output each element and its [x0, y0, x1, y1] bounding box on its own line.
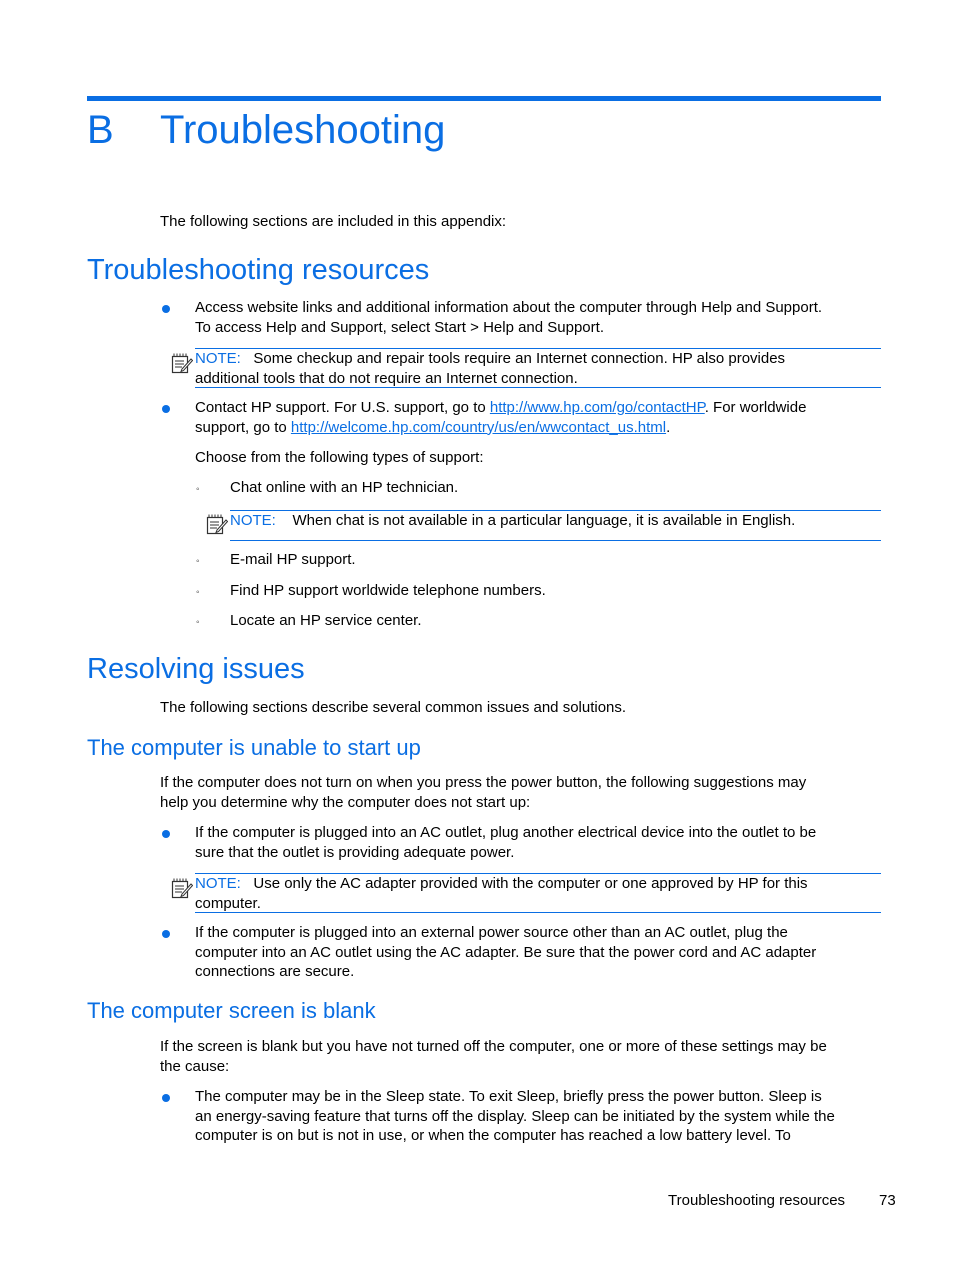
blank-bullet-1: The computer may be in the Sleep state. To exit Sleep, briefly press the power button. Sleep is an energy-saving feature that turns off the display. Sleep can be initiated by the system while the computer is on but is not in use, or when the computer has reached a low battery level. To [195, 1088, 835, 1144]
sub-item-phone: Find HP support worldwide telephone numbers. [230, 582, 546, 599]
sub-item-service-center: Locate an HP service center. [230, 612, 422, 629]
choose-support-text: Choose from the following types of support: [195, 449, 484, 466]
note-box-1: NOTE: Some checkup and repair tools require an Internet connection. HP also provides additional tools that do not require an Internet connection. [195, 348, 881, 388]
blank-intro: If the screen is blank but you have not turned off the computer, one or more of these settings may be the cause: [160, 1038, 827, 1075]
bullet-icon [162, 830, 170, 838]
sub-bullet-icon: ◦ [196, 617, 200, 628]
worldwide-support-link[interactable]: http://welcome.hp.com/country/us/en/wwcontact_us.html [290, 418, 667, 436]
resolving-intro: The following sections describe several common issues and solutions. [160, 699, 627, 716]
startup-intro: If the computer does not turn on when you press the power button, the following suggestions may help you determine why the computer does not start up: [160, 774, 807, 811]
resources-bullet-1: Access website links and additional information about the computer through Help and Support. To access Help and Support, select Start > Help and Support. [195, 299, 823, 336]
bullet-icon [162, 305, 170, 313]
heading-resolving-issues: Resolving issues [87, 653, 305, 685]
note-label: NOTE: [230, 512, 276, 529]
appendix-intro: The following sections are included in this appendix: [160, 213, 507, 230]
bullet-icon [162, 405, 170, 413]
note-label: NOTE: [195, 875, 241, 892]
sub-bullet-icon: ◦ [196, 556, 200, 567]
chapter-rule [87, 96, 881, 101]
note-icon [171, 877, 193, 899]
chapter-title: Troubleshooting [160, 108, 446, 152]
sub-bullet-icon: ◦ [196, 587, 200, 598]
sub-bullet-icon: ◦ [196, 484, 200, 495]
heading-unable-to-start: The computer is unable to start up [87, 735, 421, 760]
bullet-icon [162, 1094, 170, 1102]
note-label: NOTE: [195, 350, 241, 367]
menu-path: Start > Help and Support [434, 318, 600, 336]
startup-bullet-2: If the computer is plugged into an external power source other than an AC outlet, plug the computer into an AC outlet using the AC adapter. Be sure that the power cord and AC adapter connections are secure. [195, 924, 817, 980]
sub-item-email: E-mail HP support. [230, 551, 356, 568]
note-icon [171, 352, 193, 374]
note-box-2: NOTE: When chat is not available in a particular language, it is available in English. [230, 510, 881, 541]
bullet-icon [162, 930, 170, 938]
chapter-letter: B [87, 108, 114, 152]
heading-screen-blank: The computer screen is blank [87, 998, 376, 1023]
page-number: 73 [879, 1192, 896, 1209]
heading-troubleshooting-resources: Troubleshooting resources [87, 254, 430, 286]
sub-item-chat: Chat online with an HP technician. [230, 479, 459, 496]
note-box-3: NOTE: Use only the AC adapter provided with the computer or one approved by HP for this computer. [195, 873, 881, 913]
contact-hp-link[interactable]: http://www.hp.com/go/contactHP [489, 399, 705, 416]
resources-bullet-2: Contact HP support. For U.S. support, go to http://www.hp.com/go/contactHP. For worldwide support, go to http://welcome.hp.com/country/us/en/wwcontact_us.html. [195, 399, 807, 436]
note-icon [206, 513, 228, 535]
startup-bullet-1: If the computer is plugged into an AC outlet, plug another electrical device into the outlet to be sure that the outlet is providing adequate power. [195, 824, 817, 861]
footer-section-title: Troubleshooting resources [668, 1192, 846, 1209]
